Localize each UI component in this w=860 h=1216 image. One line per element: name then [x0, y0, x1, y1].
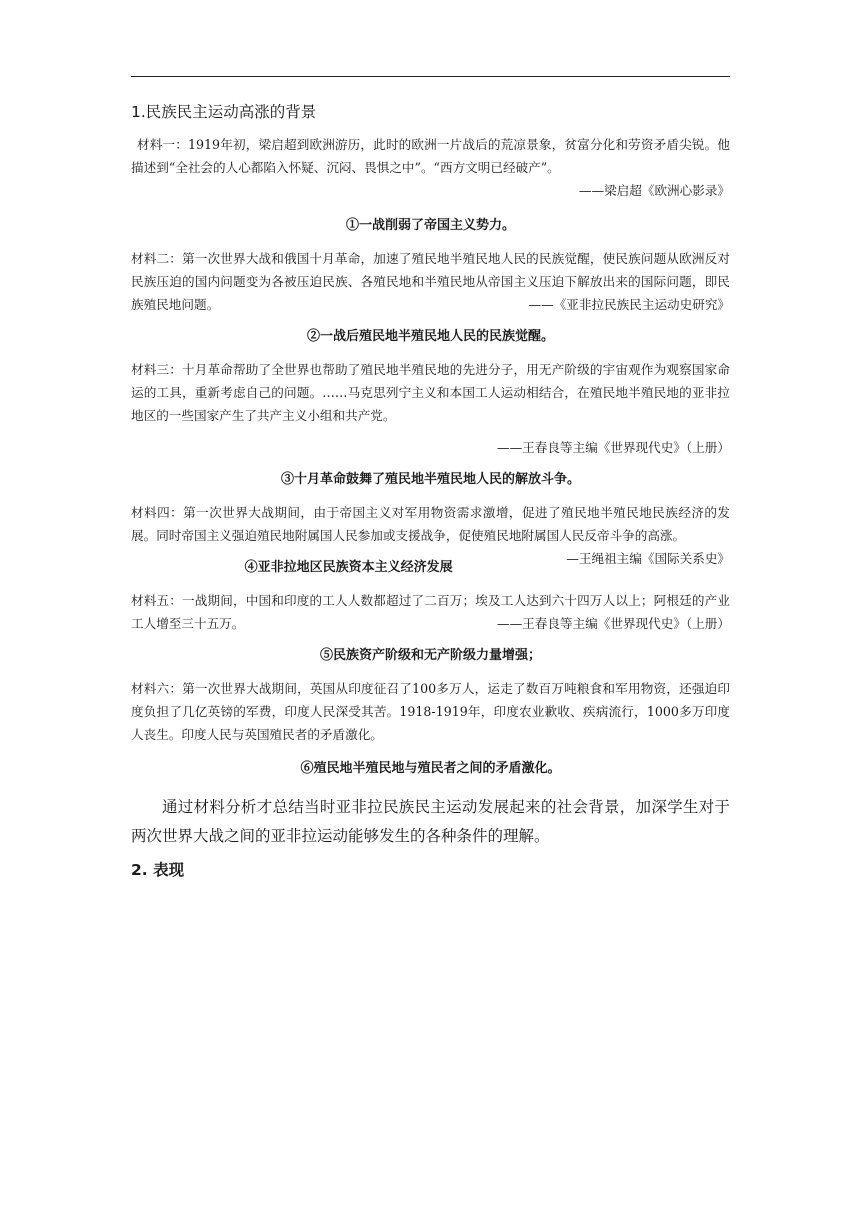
material-source: ——梁启超《欧洲心影录》: [578, 183, 730, 198]
material-text: 材料四：第一次世界大战期间，由于帝国主义对军用物资需求激增，促进了殖民地半殖民地民族经济的发展。同时帝国主义强迫殖民地附属国人民参加或支援战争，促使殖民地附属国人民反帝斗争的高涨。: [131, 505, 730, 543]
material-conclusion: ①一战削弱了帝国主义势力。: [345, 218, 515, 233]
section-heading: 1.民族民主运动高涨的背景: [131, 103, 317, 121]
material-conclusion: ③十月革命鼓舞了殖民地半殖民地人民的解放斗争。: [280, 472, 580, 487]
material-source: —王绳祖主编《国际关系史》: [566, 551, 730, 566]
material-text: 材料六：第一次世界大战期间，英国从印度征召了100多万人，运走了数百万吨粮食和军用物资，还强迫印度负担了几亿英镑的军费，印度人民深受其苦。1918-1919年，印度农业歉收、疾病流行，1000多万印度人丧生。印度人民与英国殖民者的矛盾激化。: [131, 681, 730, 742]
section-heading-2: 2. 表现: [131, 861, 185, 879]
material-source: ——王春良等主编《世界现代史》（上册）: [497, 616, 730, 631]
material-text: 材料五：一战期间，中国和印度的工人人数都超过了二百万；埃及工人达到六十四万人以上；阿根廷的产业工人增至三十五万。: [131, 593, 730, 631]
material-text: 材料三：十月革命帮助了全世界也帮助了殖民地半殖民地的先进分子，用无产阶级的宇宙观作为观察国家命运的工具，重新考虑自己的问题。……马克思列宁主义和本国工人运动相结合，在殖民地半殖民地的亚非拉地区的一些国家产生了共产主义小组和共产党。: [131, 362, 730, 423]
header-rule: [131, 76, 730, 77]
material-conclusion: ②一战后殖民地半殖民地人民的民族觉醒。: [306, 329, 554, 344]
material-source: ——王春良等主编《世界现代史》（上册）: [497, 440, 730, 455]
summary-paragraph: 通过材料分析才总结当时亚非拉民族民主运动发展起来的社会背景，加深学生对于两次世界大战之间的亚非拉运动能够发生的各种条件的理解。: [131, 798, 730, 845]
material-item: [131, 501, 730, 566]
document-content: [131, 100, 730, 882]
material-conclusion: ⑥殖民地半殖民地与殖民者之间的矛盾激化。: [300, 761, 561, 776]
material-item: [131, 247, 730, 316]
material-text: 材料一：1919年初，梁启超到欧洲游历，此时的欧洲一片战后的荒凉景象，贫富分化和劳资矛盾尖锐。他描述到“全社会的人心都陷入怀疑、沉闷、畏惧之中”。“西方文明已经破产”。: [131, 137, 730, 175]
material-item: [131, 589, 730, 635]
material-text: 材料二：第一次世界大战和俄国十月革命，加速了殖民地半殖民地人民的民族觉醒，使民族问题从欧洲反对民族压迫的国内问题变为各被压迫民族、各殖民地和半殖民地从帝国主义压迫下解放出来的国际问题，即民族殖民地问题。: [131, 251, 730, 312]
material-conclusion: ⑤民族资产阶级和无产阶级力量增强；: [319, 648, 541, 663]
material-source: ——《亚非拉民族民主运动史研究》: [528, 297, 730, 312]
material-conclusion: ④亚非拉地区民族资本主义经济发展: [244, 560, 453, 575]
